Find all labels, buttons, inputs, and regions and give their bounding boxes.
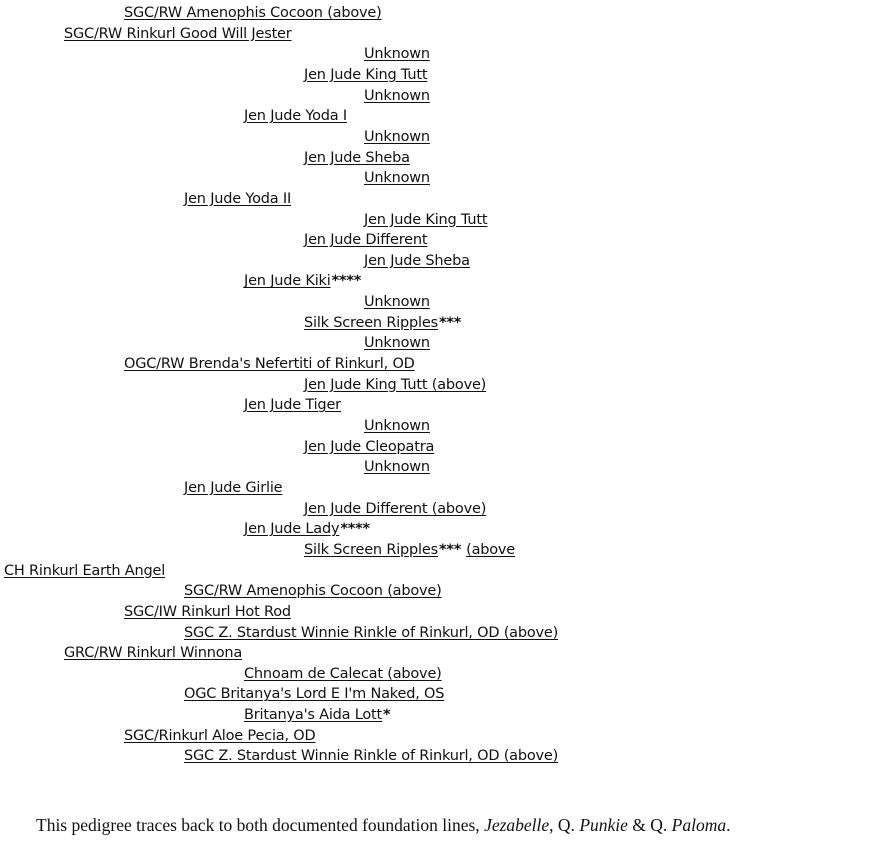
entry-name: Unknown <box>364 170 430 187</box>
pedigree-entry <box>364 169 430 187</box>
entry-name: CH Rinkurl Earth Angel <box>4 562 166 579</box>
entry-mark: * <box>383 707 391 724</box>
entry-name: Jen Jude Sheba <box>364 252 470 269</box>
pedigree-entry <box>184 747 558 765</box>
pedigree-entry <box>364 334 430 352</box>
pedigree-entry <box>304 500 486 518</box>
entry-name: SGC Z. Stardust Winnie Rinkle of Rinkurl, OD (above) <box>184 624 559 641</box>
entry-name: Unknown <box>364 87 430 104</box>
entry-mark: *** <box>438 314 462 331</box>
pedigree-entry <box>244 520 370 538</box>
pedigree-entry <box>124 727 315 745</box>
pedigree-entry <box>304 314 461 332</box>
pedigree-entry <box>4 562 165 580</box>
note-text-1: This pedigree traces back to both documented foundation lines, <box>36 815 485 835</box>
entry-name: SGC/IW Rinkurl Hot Rod <box>124 603 291 620</box>
entry-mark: *** <box>438 541 462 558</box>
entry-name: Silk Screen Ripples <box>304 541 438 558</box>
entry-name: Unknown <box>364 459 430 476</box>
pedigree-entry <box>64 25 292 43</box>
entry-name: Jen Jude Different (above) <box>304 500 487 517</box>
entry-name: Jen Jude Lady <box>244 521 340 538</box>
pedigree-entry <box>364 87 430 105</box>
pedigree-entry <box>64 644 242 662</box>
note-text-3: & Q. <box>627 815 672 835</box>
foundation-line-punkie: Punkie <box>579 815 628 835</box>
entry-name: OGC/RW Brenda's Nefertiti of Rinkurl, OD <box>124 356 415 373</box>
pedigree-entry <box>304 66 427 84</box>
entry-name: SGC/RW Amenophis Cocoon (above) <box>124 5 382 21</box>
pedigree-entry <box>304 149 410 167</box>
entry-name: Jen Jude Yoda II <box>184 190 292 207</box>
pedigree-entry <box>244 272 361 290</box>
entry-name: Jen Jude Cleopatra <box>304 438 435 455</box>
foundation-line-paloma: Paloma <box>671 815 727 835</box>
pedigree-entry <box>304 438 434 456</box>
pedigree-entry <box>124 355 415 373</box>
pedigree-entry <box>364 252 470 270</box>
pedigree-entry <box>184 685 444 703</box>
entry-name: Unknown <box>364 128 430 145</box>
entry-name: Jen Jude Girlie <box>184 479 283 496</box>
entry-name: Unknown <box>364 294 430 311</box>
pedigree-entry <box>184 190 291 208</box>
entry-name: SGC/RW Rinkurl Good Will Jester <box>64 25 292 42</box>
entry-name: OGC Britanya's Lord E I'm Naked, OS <box>184 686 445 703</box>
entry-name: Jen Jude Sheba <box>304 149 410 166</box>
pedigree-entry <box>244 665 442 683</box>
entry-mark: **** <box>340 521 370 538</box>
entry-name: Jen Jude Different <box>304 232 428 249</box>
pedigree-entry <box>244 107 347 125</box>
entry-name: Jen Jude King Tutt (above) <box>304 376 487 393</box>
entry-mark: **** <box>331 273 362 290</box>
note-text-4: . <box>726 815 731 835</box>
pedigree-entry <box>304 231 427 249</box>
pedigree-entry <box>244 706 390 724</box>
entry-name: GRC/RW Rinkurl Winnona <box>64 645 243 662</box>
pedigree-entry <box>184 582 442 600</box>
pedigree-entry <box>304 376 486 394</box>
entry-name: Chnoam de Calecat (above) <box>244 665 442 682</box>
note-text-2: , Q. <box>549 815 580 835</box>
entry-extra: (above <box>466 541 516 558</box>
entry-name: Jen Jude King Tutt <box>364 211 488 228</box>
pedigree-entry <box>364 417 430 435</box>
entry-name: Jen Jude Yoda I <box>244 108 347 125</box>
entry-name: SGC/RW Amenophis Cocoon (above) <box>184 583 442 600</box>
pedigree-entry <box>124 603 291 621</box>
pedigree-entry <box>364 45 430 63</box>
pedigree-entry <box>244 396 341 414</box>
entry-name: Unknown <box>364 46 430 63</box>
pedigree-entry <box>364 128 430 146</box>
entry-name: Unknown <box>364 335 430 352</box>
pedigree-entry <box>184 624 558 642</box>
pedigree-entry <box>184 479 282 497</box>
entry-name: Silk Screen Ripples <box>304 314 438 331</box>
entry-name: SGC/Rinkurl Aloe Pecia, OD <box>124 727 316 744</box>
entry-name: Britanya's Aida Lott <box>244 707 383 724</box>
entry-name: SGC Z. Stardust Winnie Rinkle of Rinkurl, OD (above) <box>184 748 559 765</box>
pedigree-entry <box>364 293 430 311</box>
entry-name: Jen Jude Tiger <box>244 397 341 414</box>
pedigree-entry <box>364 211 487 229</box>
entry-name: Jen Jude King Tutt <box>304 66 428 83</box>
pedigree-entry <box>304 541 515 559</box>
entry-name: Unknown <box>364 418 430 434</box>
pedigree-entry <box>364 458 430 476</box>
pedigree-note <box>36 815 730 836</box>
entry-name: Jen Jude Kiki <box>244 273 331 290</box>
foundation-line-jezabelle: Jezabelle <box>484 815 550 835</box>
pedigree-entry <box>124 4 382 22</box>
